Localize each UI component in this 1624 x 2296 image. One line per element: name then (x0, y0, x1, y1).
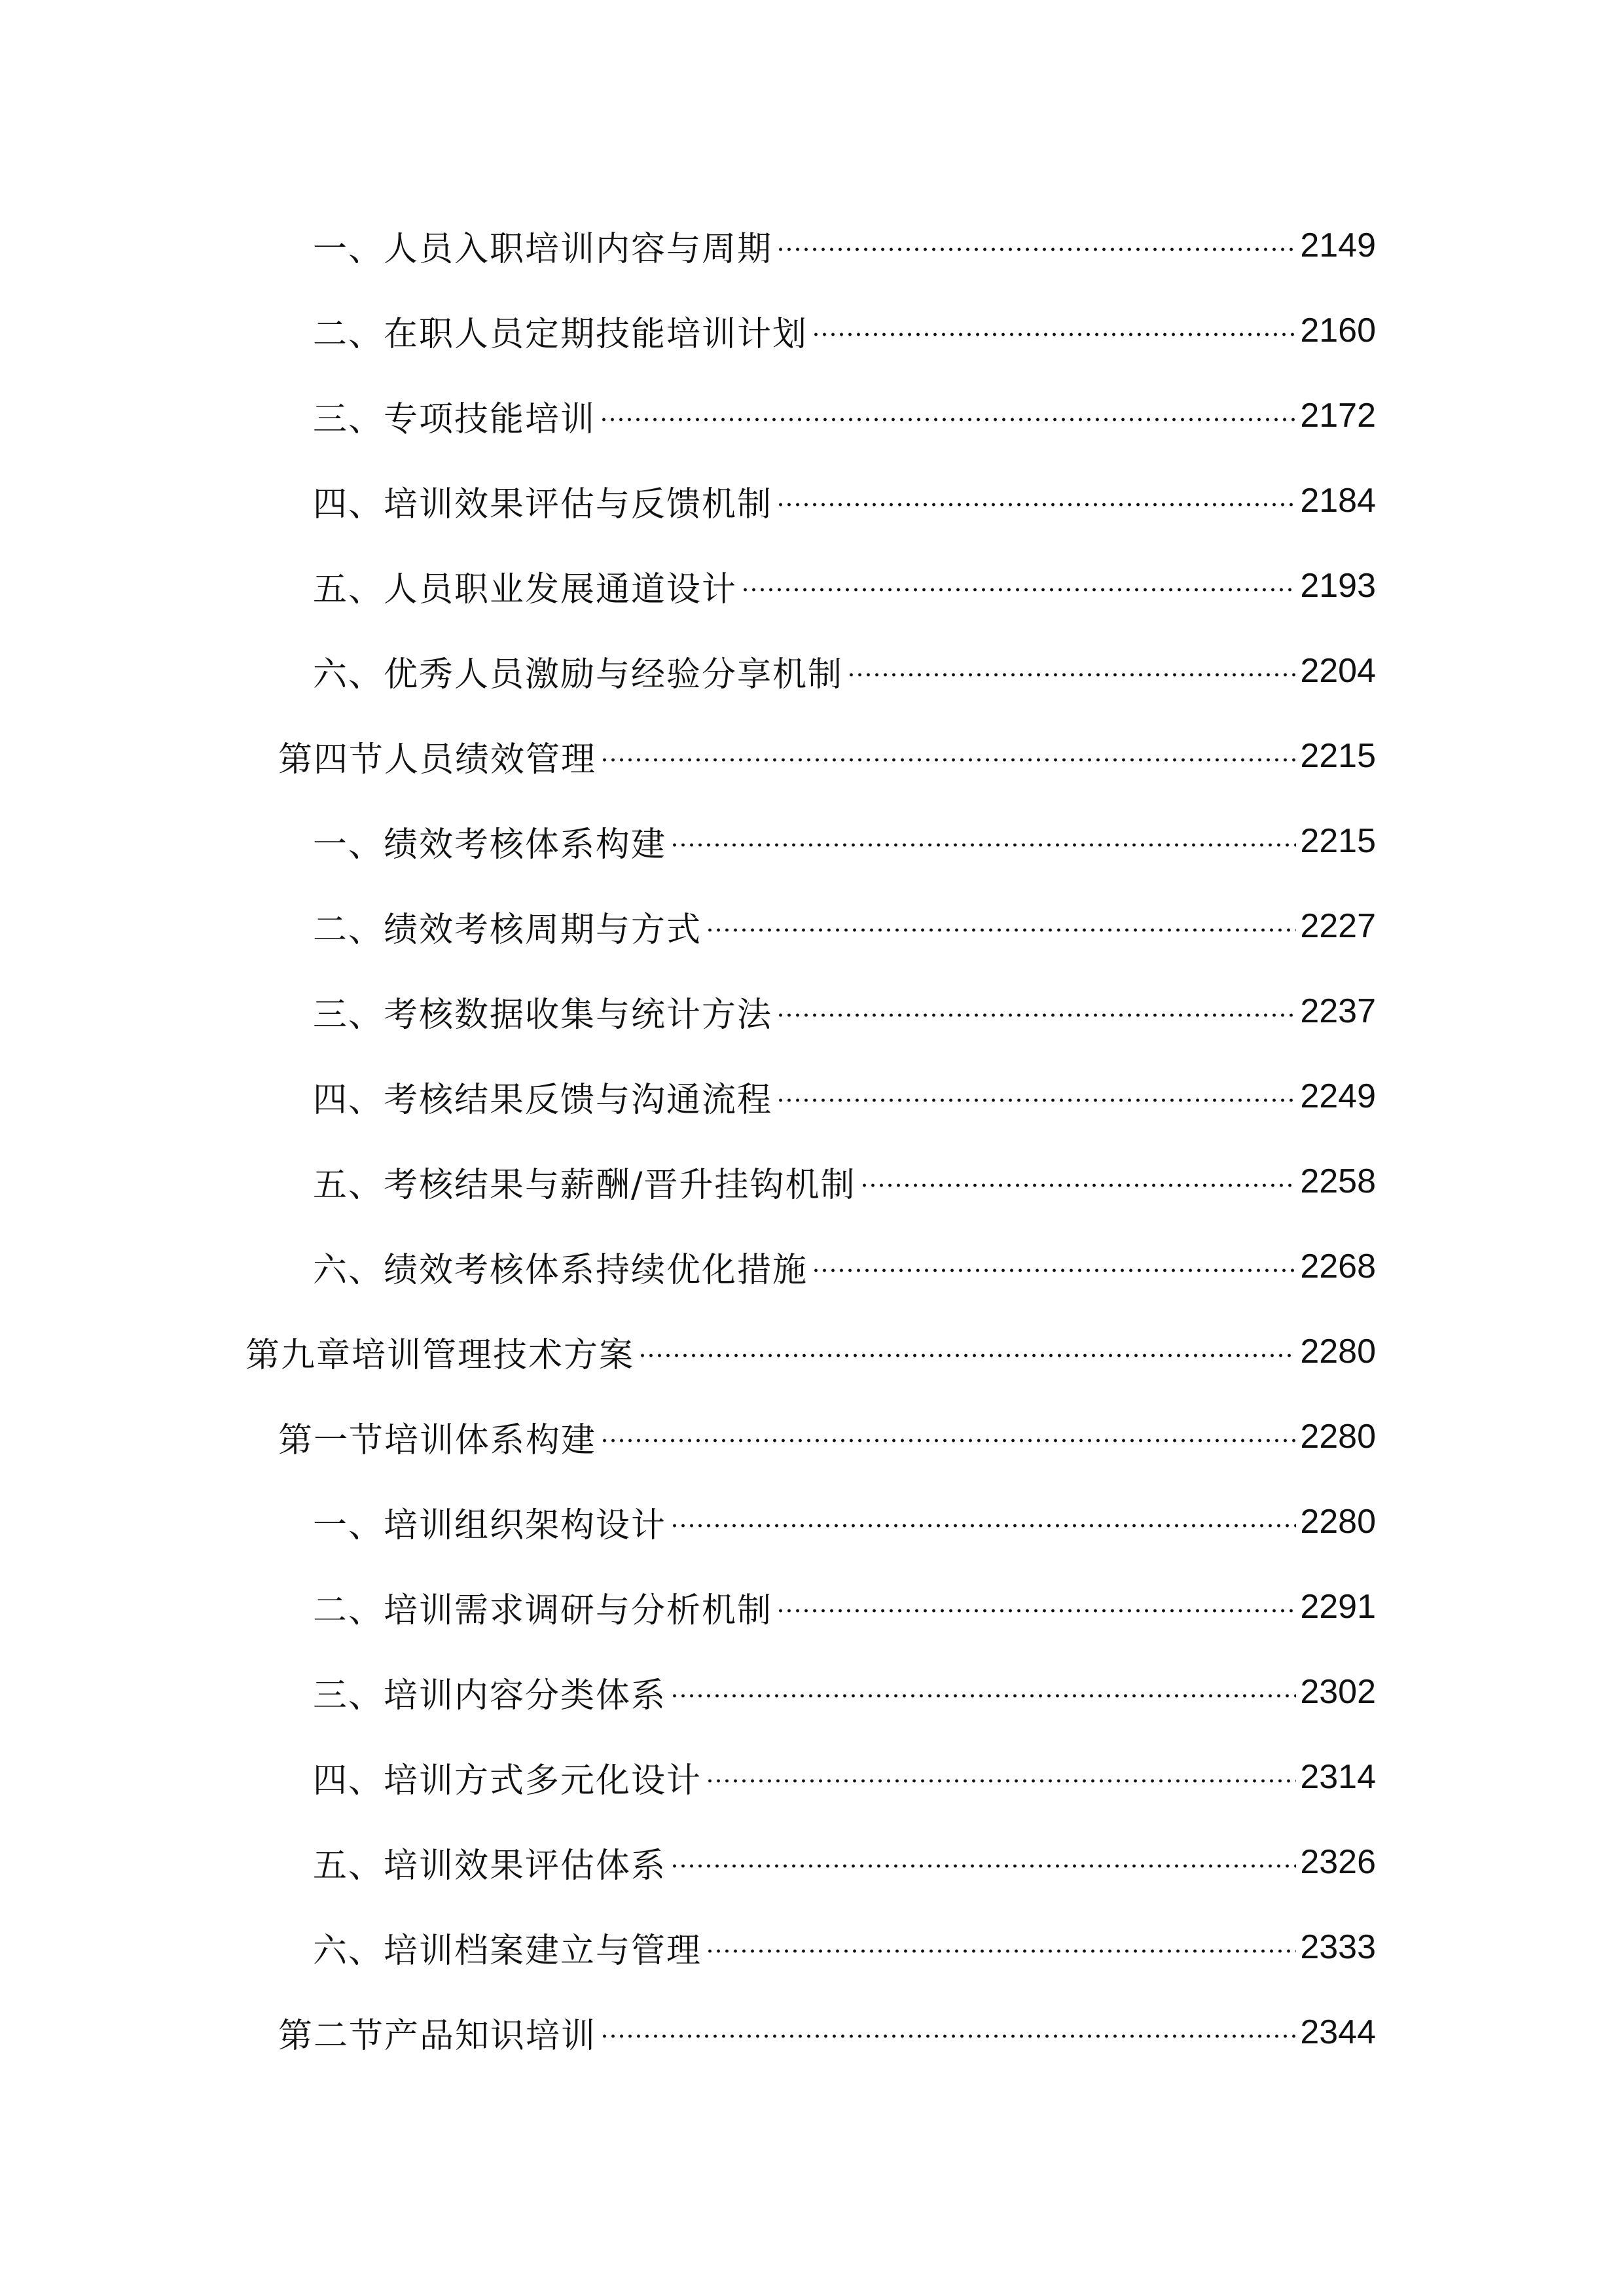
toc-entry-title: 五、人员职业发展通道设计 (313, 569, 738, 609)
toc-entry-title: 一、人员入职培训内容与周期 (313, 229, 773, 269)
toc-entry-title: 四、培训效果评估与反馈机制 (313, 484, 773, 524)
toc-entry-title: 六、绩效考核体系持续优化措施 (313, 1250, 808, 1290)
toc-entry-title: 二、在职人员定期技能培训计划 (313, 314, 808, 354)
toc-entry[interactable] (0, 373, 1624, 458)
toc-dot-leader (670, 1513, 1296, 1539)
toc-dot-leader (600, 747, 1296, 773)
toc-entry[interactable] (0, 713, 1624, 798)
toc-dot-leader (741, 577, 1296, 603)
toc-entry[interactable] (0, 203, 1624, 288)
toc-dot-leader (776, 1087, 1296, 1113)
toc-entry-title: 第九章培训管理技术方案 (245, 1335, 635, 1375)
toc-page-number: 2237 (1300, 992, 1376, 1030)
toc-page-number: 2193 (1300, 567, 1376, 605)
toc-dot-leader (847, 662, 1296, 688)
table-of-contents (0, 203, 1624, 2075)
toc-page-number: 2314 (1300, 1758, 1376, 1796)
toc-page-number: 2268 (1300, 1247, 1376, 1285)
toc-dot-leader (638, 1342, 1296, 1369)
toc-dot-leader (776, 236, 1296, 262)
toc-entry[interactable] (0, 1734, 1624, 1820)
toc-dot-leader (776, 1598, 1296, 1624)
toc-entry-title: 六、培训档案建立与管理 (313, 1931, 702, 1971)
toc-dot-leader (812, 1257, 1296, 1283)
toc-page-number: 2184 (1300, 482, 1376, 520)
toc-entry-title: 四、培训方式多元化设计 (313, 1761, 702, 1801)
toc-page-number: 2280 (1300, 1418, 1376, 1456)
toc-dot-leader (600, 1427, 1296, 1454)
toc-dot-leader (670, 832, 1296, 858)
toc-dot-leader (670, 1853, 1296, 1879)
toc-entry[interactable] (0, 884, 1624, 969)
toc-dot-leader (812, 321, 1296, 348)
toc-entry-title: 第一节培训体系构建 (278, 1420, 597, 1460)
toc-entry[interactable] (0, 1649, 1624, 1734)
toc-page-number: 2249 (1300, 1077, 1376, 1115)
toc-dot-leader (706, 1938, 1296, 1964)
toc-entry-title: 第四节人员绩效管理 (278, 740, 597, 780)
toc-dot-leader (600, 406, 1296, 433)
toc-entry[interactable] (0, 1479, 1624, 1564)
toc-entry[interactable] (0, 798, 1624, 884)
toc-entry-title: 一、绩效考核体系构建 (313, 825, 667, 865)
toc-entry[interactable] (0, 1309, 1624, 1394)
toc-entry[interactable] (0, 1054, 1624, 1139)
toc-dot-leader (706, 1768, 1296, 1794)
toc-entry-title: 一、培训组织架构设计 (313, 1505, 667, 1545)
toc-page-number: 2160 (1300, 312, 1376, 350)
toc-entry[interactable] (0, 628, 1624, 713)
toc-page-number: 2280 (1300, 1333, 1376, 1371)
toc-page-number: 2333 (1300, 1928, 1376, 1966)
toc-dot-leader (776, 1002, 1296, 1028)
toc-entry[interactable] (0, 1990, 1624, 2075)
toc-entry[interactable] (0, 543, 1624, 628)
toc-entry[interactable] (0, 969, 1624, 1054)
toc-entry-title: 五、考核结果与薪酬/晋升挂钩机制 (313, 1165, 856, 1205)
toc-entry[interactable] (0, 288, 1624, 373)
toc-dot-leader (706, 917, 1296, 943)
toc-entry[interactable] (0, 1224, 1624, 1309)
toc-page-number: 2227 (1300, 907, 1376, 945)
toc-entry-title: 三、专项技能培训 (313, 399, 596, 439)
toc-entry-title: 三、培训内容分类体系 (313, 1676, 667, 1715)
toc-page-number: 2291 (1300, 1588, 1376, 1626)
toc-entry[interactable] (0, 1394, 1624, 1479)
toc-page-number: 2326 (1300, 1843, 1376, 1881)
toc-page-number: 2149 (1300, 226, 1376, 264)
toc-entry-title: 二、培训需求调研与分析机制 (313, 1590, 773, 1630)
toc-page-number: 2204 (1300, 652, 1376, 690)
toc-entry-title: 第二节产品知识培训 (278, 2016, 597, 2056)
toc-dot-leader (600, 2023, 1296, 2049)
toc-page-number: 2215 (1300, 737, 1376, 775)
toc-dot-leader (670, 1683, 1296, 1709)
toc-page-number: 2280 (1300, 1503, 1376, 1541)
toc-entry-title: 六、优秀人员激励与经验分享机制 (313, 655, 844, 694)
toc-entry-title: 二、绩效考核周期与方式 (313, 910, 702, 950)
toc-dot-leader (776, 492, 1296, 518)
toc-entry-title: 三、考核数据收集与统计方法 (313, 995, 773, 1035)
toc-entry[interactable] (0, 1139, 1624, 1224)
toc-entry[interactable] (0, 1820, 1624, 1905)
toc-dot-leader (860, 1172, 1297, 1198)
toc-page-number: 2215 (1300, 822, 1376, 860)
toc-page-number: 2344 (1300, 2013, 1376, 2051)
toc-page-number: 2302 (1300, 1673, 1376, 1711)
toc-entry[interactable] (0, 458, 1624, 543)
toc-entry-title: 五、培训效果评估体系 (313, 1846, 667, 1886)
toc-entry[interactable] (0, 1905, 1624, 1990)
toc-page-number: 2258 (1300, 1162, 1376, 1200)
toc-page-number: 2172 (1300, 397, 1376, 435)
toc-entry[interactable] (0, 1564, 1624, 1649)
toc-entry-title: 四、考核结果反馈与沟通流程 (313, 1080, 773, 1120)
